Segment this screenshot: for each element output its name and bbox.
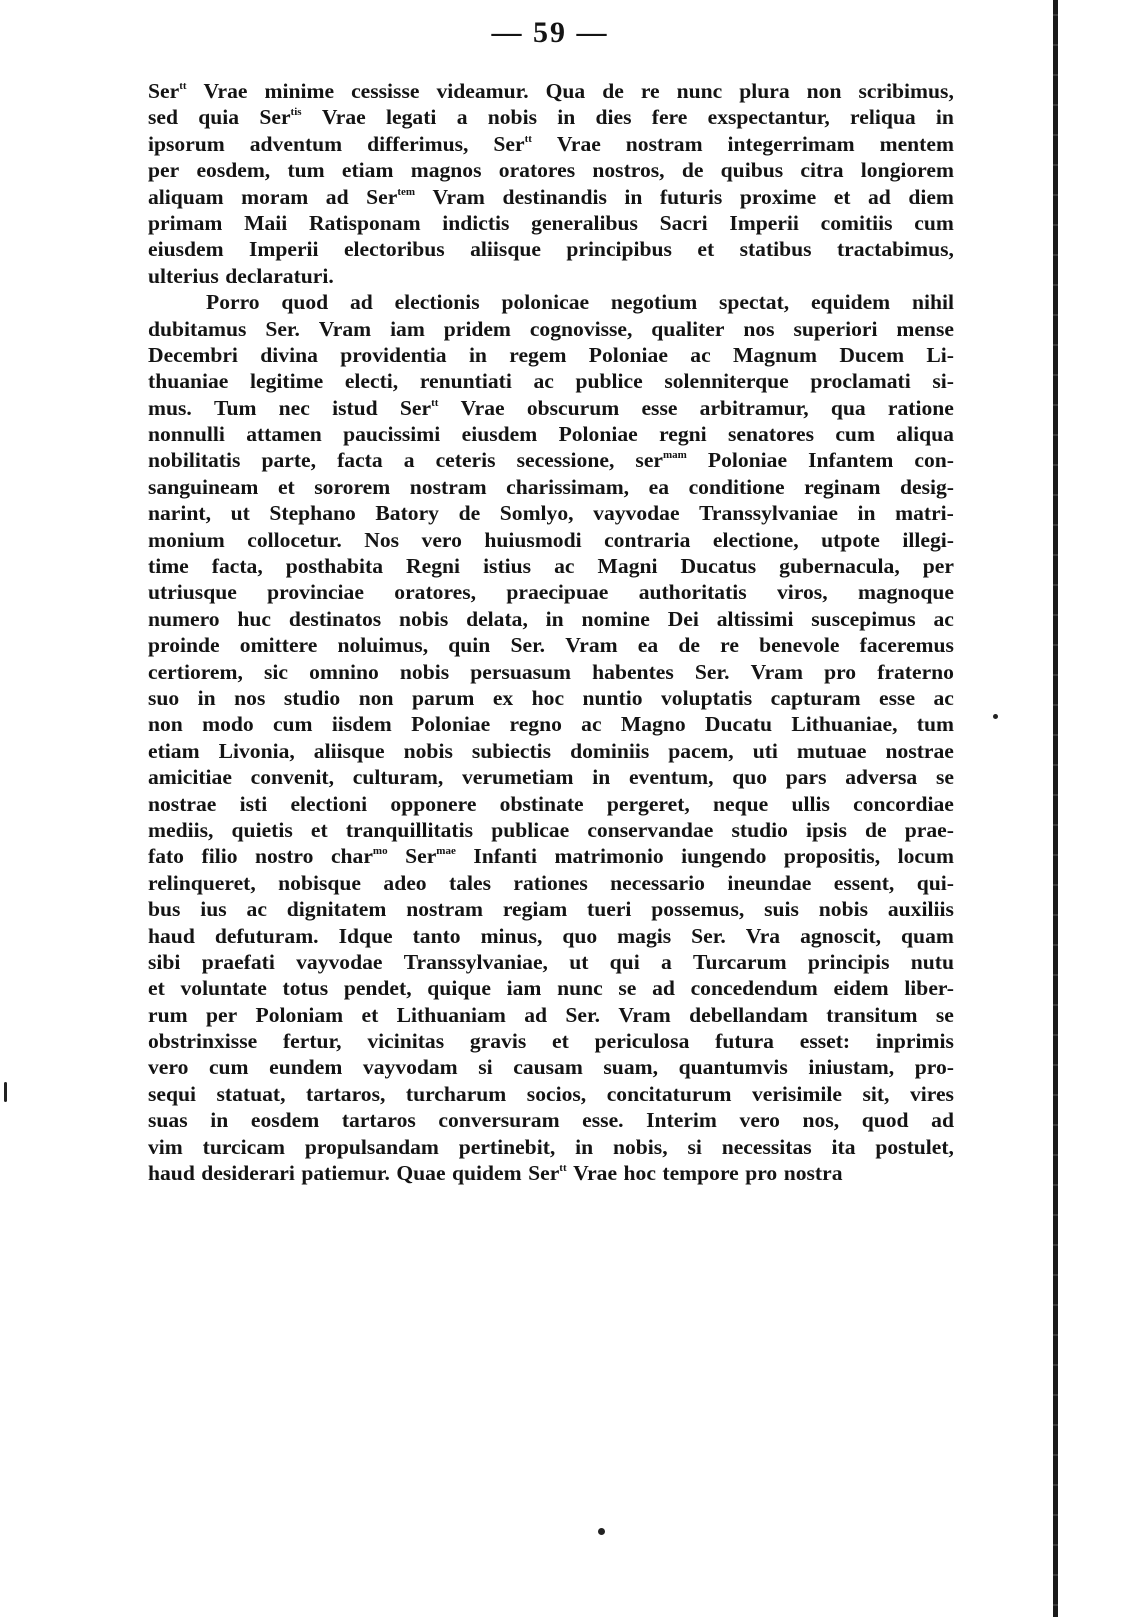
text-line: nobilitatis parte, facta a ceteris secessione, ser$^{mam}$ Poloniae Infantem con- bbox=[148, 448, 954, 473]
text-line: vim turcicam propulsandam pertinebit, in nobis, si necessitas ita postulet, bbox=[148, 1134, 954, 1159]
text-line: nostrae isti electioni opponere obstinate pergeret, neque ullis concordiae bbox=[148, 791, 954, 816]
text-line: aliquam moram ad Ser$^{tem}$ Vram destinandis in futuris proxime et ad diem bbox=[148, 184, 954, 209]
text-line: Ser$^{tt}$ Vrae minime cessisse videamur. Qua de re nunc plura non scribimus, bbox=[148, 79, 954, 103]
text-line: sanguineam et sororem nostram charissimam, ea conditione reginam desig- bbox=[148, 474, 954, 499]
scan-speck bbox=[993, 714, 998, 719]
text-line: utriusque provinciae oratores, praecipuae authoritatis viros, magnoque bbox=[148, 580, 954, 605]
text-line: monium collocetur. Nos vero huiusmodi contraria electione, utpote illegi- bbox=[148, 527, 954, 552]
text-line: mediis, quietis et tranquillitatis publicae conservandae studio ipsis de prae- bbox=[148, 817, 954, 842]
text-line: time facta, posthabita Regni istius ac Magni Ducatus gubernacula, per bbox=[148, 554, 954, 579]
text-line: eiusdem Imperii electoribus aliisque principibus et statibus tractabimus, bbox=[148, 237, 954, 262]
text-line: relinqueret, nobisque adeo tales rationes necessario ineundae essent, qui- bbox=[148, 870, 954, 895]
scan-speck bbox=[4, 1082, 7, 1102]
text-line: certiorem, sic omnino nobis persuasum habentes Ser. Vram pro fraterno bbox=[148, 659, 954, 684]
scan-edge-shadow bbox=[1053, 0, 1058, 1617]
text-line: vero cum eundem vayvodam si causam suam, quantumvis iniustam, pro- bbox=[148, 1055, 954, 1080]
scan-speck bbox=[598, 1528, 605, 1535]
text-line: numero huc destinatos nobis delata, in nomine Dei altissimi suscepimus ac bbox=[148, 606, 954, 631]
text-line: non modo cum iisdem Poloniae regno ac Magno Ducatu Lithuaniae, tum bbox=[148, 712, 954, 737]
text-line: Decembri divina providentia in regem Poloniae ac Magnum Ducem Li- bbox=[148, 342, 954, 367]
text-line: proinde omittere noluimus, quin Ser. Vram ea de re benevole faceremus bbox=[148, 633, 954, 658]
text-line: et voluntate totus pendet, quique iam nunc se ad concedendum eidem liber- bbox=[148, 976, 954, 1001]
text-line: narint, ut Stephano Batory de Somlyo, vayvodae Transsylvaniae in matri- bbox=[148, 501, 954, 526]
text-line: suo in nos studio non parum ex hoc nuntio voluptatis capturam esse ac bbox=[148, 685, 954, 710]
body-text bbox=[148, 78, 954, 1186]
text-line: mus. Tum nec istud Ser$^{tt}$ Vrae obscurum esse arbitramur, qua ratione bbox=[148, 395, 954, 420]
text-line: dubitamus Ser. Vram iam pridem cognovisse, qualiter nos superiori mense bbox=[148, 316, 954, 341]
text-line: ulterius declaraturi. bbox=[148, 263, 334, 288]
text-line: per eosdem, tum etiam magnos oratores nostros, de quibus citra longiorem bbox=[148, 158, 954, 183]
text-line: bus ius ac dignitatem nostram regiam tueri possemus, suis nobis auxiliis bbox=[148, 897, 954, 922]
text-line: sibi praefati vayvodae Transsylvaniae, ut qui a Turcarum principis nutu bbox=[148, 949, 954, 974]
text-line: Porro quod ad electionis polonicae negotium spectat, equidem nihil bbox=[206, 290, 954, 315]
text-line: obstrinxisse fertur, vicinitas gravis et periculosa futura esset: inprimis bbox=[148, 1029, 954, 1054]
text-line: suas in eosdem tartaros conversuram esse. Interim vero nos, quod ad bbox=[148, 1108, 954, 1133]
text-line: fato filio nostro char$^{mo}$ Ser$^{mae}$ Infanti matrimonio iungendo propositis, locum bbox=[148, 844, 954, 869]
page-number: — 59 — bbox=[491, 16, 609, 49]
text-line: rum per Poloniam et Lithuaniam ad Ser. Vram debellandam transitum se bbox=[148, 1002, 954, 1027]
text-line: ipsorum adventum differimus, Ser$^{tt}$ Vrae nostram integerrimam mentem bbox=[148, 131, 954, 156]
text-line: haud defuturam. Idque tanto minus, quo magis Ser. Vra agnoscit, quam bbox=[148, 923, 954, 948]
text-line: haud desiderari patiemur. Quae quidem Ser$^{tt}$ Vrae hoc tempore pro nostra bbox=[148, 1161, 843, 1186]
text-line: sed quia Ser$^{tis}$ Vrae legati a nobis in dies fere exspectantur, reliqua in bbox=[148, 105, 954, 130]
text-line: etiam Livonia, aliisque nobis subiectis dominiis pacem, uti mutuae nostrae bbox=[148, 738, 954, 763]
text-line: sequi statuat, tartaros, turcharum socios, concitaturum verisimile sit, vires bbox=[148, 1081, 954, 1106]
text-line: thuaniae legitime electi, renuntiati ac publice solenniterque proclamati si- bbox=[148, 369, 954, 394]
text-line: primam Maii Ratisponam indictis generalibus Sacri Imperii comitiis cum bbox=[148, 210, 954, 235]
text-line: amicitiae convenit, culturam, verumetiam in eventum, quo pars adversa se bbox=[148, 765, 954, 790]
text-line: nonnulli attamen paucissimi eiusdem Poloniae regni senatores cum aliqua bbox=[148, 422, 954, 447]
